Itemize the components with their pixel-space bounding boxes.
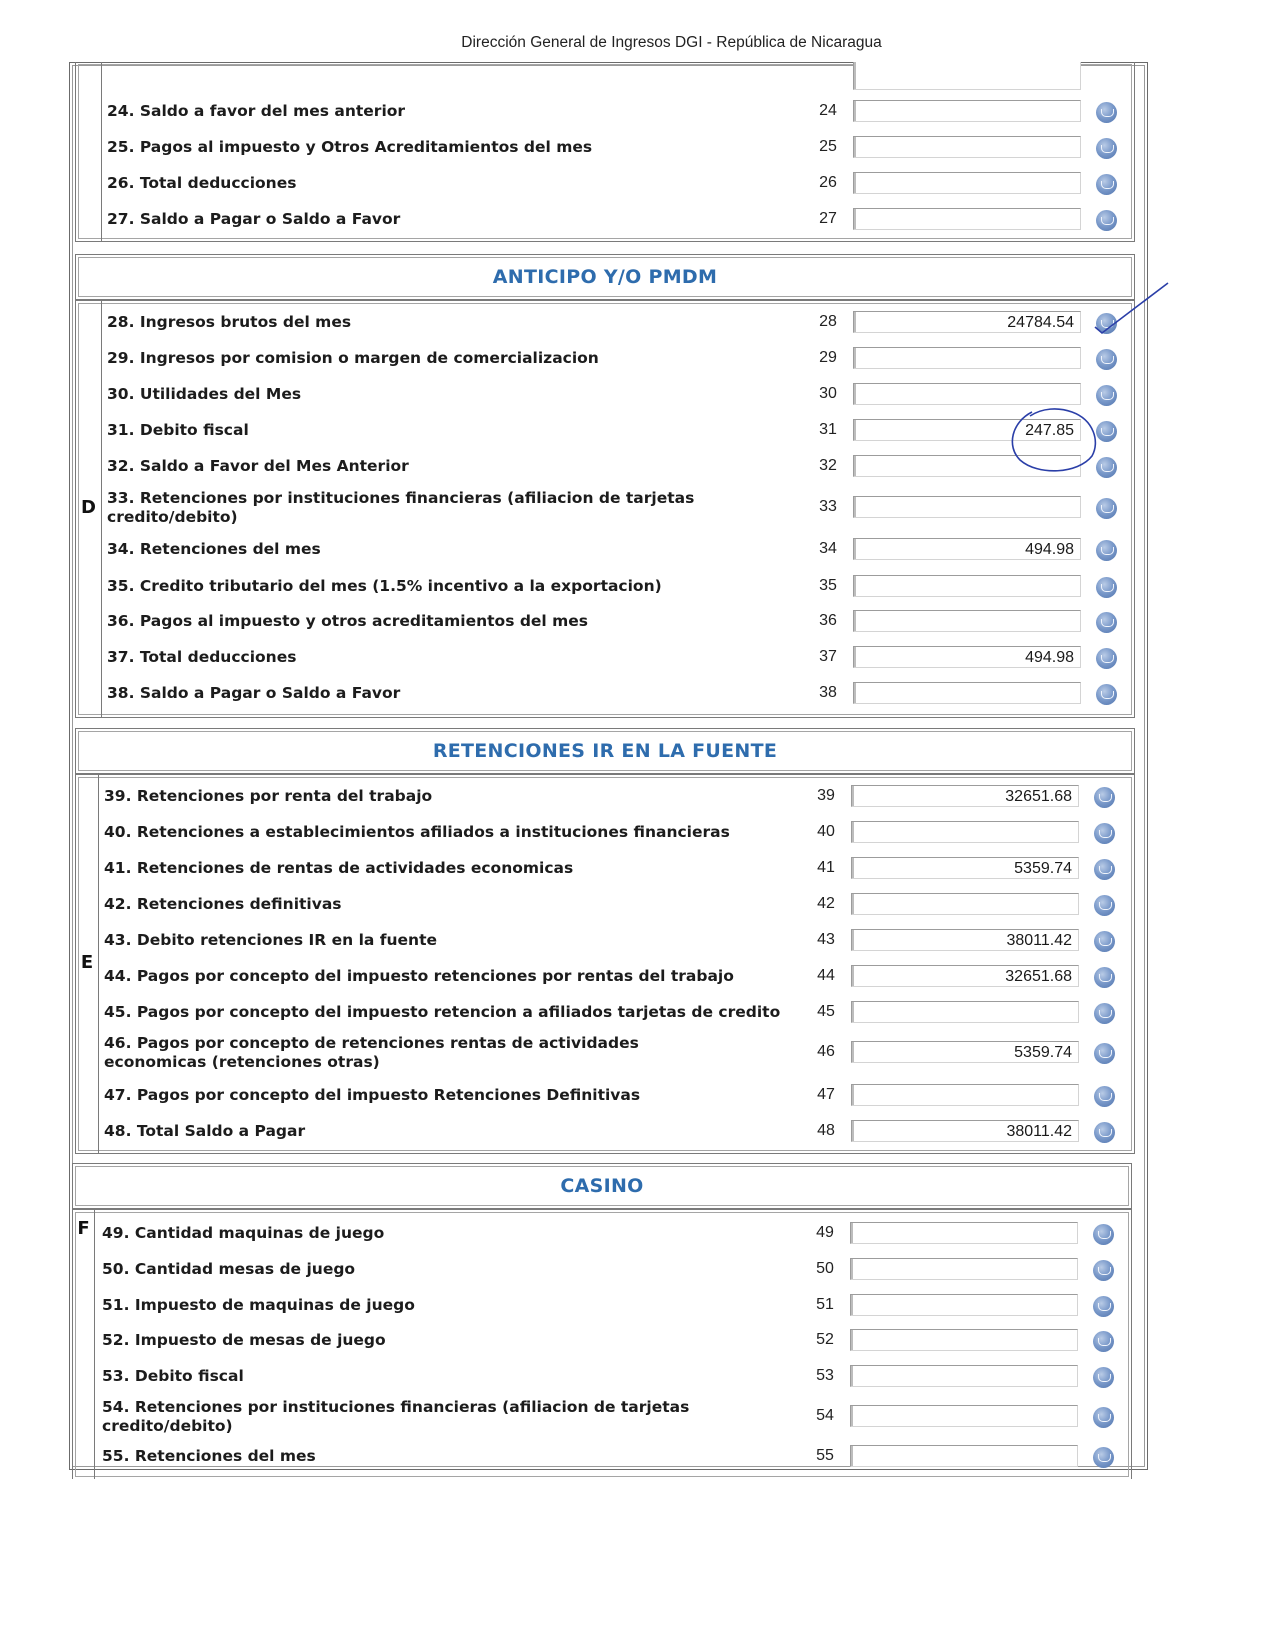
row-label-38: 38. Saldo a Pagar o Saldo a Favor — [107, 684, 401, 702]
row-number-45: 45 — [817, 1003, 835, 1020]
row-input-48[interactable]: 38011.42 — [851, 1120, 1079, 1142]
row-number-38: 38 — [819, 684, 837, 701]
row-label-31: 31. Debito fiscal — [107, 421, 249, 439]
row-input-46[interactable]: 5359.74 — [851, 1041, 1079, 1063]
row-input-29[interactable] — [853, 347, 1081, 369]
row-input-31[interactable]: 247.85 — [853, 419, 1081, 441]
row-input-38[interactable] — [853, 682, 1081, 704]
row-label-51: 51. Impuesto de maquinas de juego — [102, 1296, 415, 1314]
row-label-40: 40. Retenciones a establecimientos afiliados a instituciones financieras — [104, 823, 730, 841]
calculator-icon[interactable] — [1096, 102, 1117, 123]
row-number-33: 33 — [819, 498, 837, 515]
row-label-45: 45. Pagos por concepto del impuesto retencion a afiliados tarjetas de credito — [104, 1003, 781, 1021]
row-number-55: 55 — [816, 1447, 834, 1464]
calculator-icon[interactable] — [1096, 210, 1117, 231]
row-number-48: 48 — [817, 1122, 835, 1139]
calculator-icon[interactable] — [1096, 648, 1117, 669]
calculator-icon[interactable] — [1094, 967, 1115, 988]
row-input-36[interactable] — [853, 610, 1081, 632]
row-input-55[interactable] — [850, 1445, 1078, 1467]
row-number-39: 39 — [817, 787, 835, 804]
calculator-icon[interactable] — [1096, 577, 1117, 598]
calculator-icon[interactable] — [1093, 1367, 1114, 1388]
row-number-25: 25 — [819, 138, 837, 155]
row-input-49[interactable] — [850, 1222, 1078, 1244]
calculator-icon[interactable] — [1094, 1086, 1115, 1107]
row-input-40[interactable] — [851, 821, 1079, 843]
row-label-48: 48. Total Saldo a Pagar — [104, 1122, 306, 1140]
row-number-29: 29 — [819, 349, 837, 366]
row-number-52: 52 — [816, 1331, 834, 1348]
row-label-55: 55. Retenciones del mes — [102, 1447, 316, 1465]
calculator-icon[interactable] — [1096, 349, 1117, 370]
calculator-icon[interactable] — [1096, 498, 1117, 519]
row-input-25[interactable] — [853, 136, 1081, 158]
calculator-icon[interactable] — [1094, 931, 1115, 952]
row-number-44: 44 — [817, 967, 835, 984]
calculator-icon[interactable] — [1093, 1224, 1114, 1245]
row-input-26[interactable] — [853, 172, 1081, 194]
row-label-26: 26. Total deducciones — [107, 174, 297, 192]
row-input-52[interactable] — [850, 1329, 1078, 1351]
row-input-27[interactable] — [853, 208, 1081, 230]
row-label-27: 27. Saldo a Pagar o Saldo a Favor — [107, 210, 401, 228]
calculator-icon[interactable] — [1093, 1260, 1114, 1281]
row-label-47: 47. Pagos por concepto del impuesto Retenciones Definitivas — [104, 1086, 641, 1104]
row-input-24[interactable] — [853, 100, 1081, 122]
row-number-28: 28 — [819, 313, 837, 330]
row-label-46: 46. Pagos por concepto de retenciones rentas de actividades economicas (retenciones otras) — [104, 1034, 639, 1071]
row-input-45[interactable] — [851, 1001, 1079, 1023]
row-input-53[interactable] — [850, 1365, 1078, 1387]
calculator-icon[interactable] — [1096, 684, 1117, 705]
calculator-icon[interactable] — [1093, 1407, 1114, 1428]
pen-checkmark — [1090, 275, 1180, 345]
pen-circle — [1002, 396, 1102, 480]
row-input-51[interactable] — [850, 1294, 1078, 1316]
row-input-42[interactable] — [851, 893, 1079, 915]
row-label-35: 35. Credito tributario del mes (1.5% incentivo a la exportacion) — [107, 577, 662, 595]
row-label-34: 34. Retenciones del mes — [107, 540, 321, 558]
row-number-54: 54 — [816, 1407, 834, 1424]
row-number-26: 26 — [819, 174, 837, 191]
section-e-title: RETENCIONES IR EN LA FUENTE — [432, 740, 778, 762]
calculator-icon[interactable] — [1094, 787, 1115, 808]
continuation-input[interactable] — [853, 62, 1081, 90]
calculator-icon[interactable] — [1094, 823, 1115, 844]
row-number-50: 50 — [816, 1260, 834, 1277]
row-number-51: 51 — [816, 1296, 834, 1313]
row-input-43[interactable]: 38011.42 — [851, 929, 1079, 951]
section-f-letter: F — [77, 1218, 90, 1239]
section-e-letter: E — [80, 952, 94, 973]
row-label-49: 49. Cantidad maquinas de juego — [102, 1224, 385, 1242]
row-number-42: 42 — [817, 895, 835, 912]
row-input-34[interactable]: 494.98 — [853, 538, 1081, 560]
row-number-36: 36 — [819, 612, 837, 629]
calculator-icon[interactable] — [1096, 174, 1117, 195]
row-label-53: 53. Debito fiscal — [102, 1367, 244, 1385]
calculator-icon[interactable] — [1096, 540, 1117, 561]
row-label-33: 33. Retenciones por instituciones financieras (afiliacion de tarjetas credito/debito) — [107, 489, 695, 526]
row-label-32: 32. Saldo a Favor del Mes Anterior — [107, 457, 409, 475]
row-number-53: 53 — [816, 1367, 834, 1384]
header-text: Dirección General de Ingresos DGI - República de Nicaragua — [461, 34, 882, 51]
row-input-37[interactable]: 494.98 — [853, 646, 1081, 668]
page-header — [0, 34, 1275, 52]
row-label-30: 30. Utilidades del Mes — [107, 385, 302, 403]
row-number-47: 47 — [817, 1086, 835, 1103]
row-number-37: 37 — [819, 648, 837, 665]
row-number-30: 30 — [819, 385, 837, 402]
row-label-24: 24. Saldo a favor del mes anterior — [107, 102, 406, 120]
row-label-29: 29. Ingresos por comision o margen de comercializacion — [107, 349, 599, 367]
calculator-icon[interactable] — [1094, 1043, 1115, 1064]
row-number-43: 43 — [817, 931, 835, 948]
row-input-39[interactable]: 32651.68 — [851, 785, 1079, 807]
row-input-54[interactable] — [850, 1405, 1078, 1427]
row-number-32: 32 — [819, 457, 837, 474]
calculator-icon[interactable] — [1093, 1331, 1114, 1352]
row-label-36: 36. Pagos al impuesto y otros acreditamientos del mes — [107, 612, 589, 630]
row-number-49: 49 — [816, 1224, 834, 1241]
row-label-28: 28. Ingresos brutos del mes — [107, 313, 352, 331]
calculator-icon[interactable] — [1096, 612, 1117, 633]
row-label-44: 44. Pagos por concepto del impuesto retenciones por rentas del trabajo — [104, 967, 734, 985]
section-e-title-box — [75, 728, 1135, 774]
row-label-50: 50. Cantidad mesas de juego — [102, 1260, 356, 1278]
calculator-icon[interactable] — [1094, 895, 1115, 916]
row-label-25: 25. Pagos al impuesto y Otros Acreditamientos del mes — [107, 138, 593, 156]
row-label-41: 41. Retenciones de rentas de actividades economicas — [104, 859, 574, 877]
row-label-54: 54. Retenciones por instituciones financieras (afiliacion de tarjetas credito/debito) — [102, 1398, 690, 1435]
row-label-52: 52. Impuesto de mesas de juego — [102, 1331, 386, 1349]
section-c-letter-column — [76, 62, 102, 241]
section-f-title: CASINO — [560, 1175, 644, 1197]
row-label-43: 43. Debito retenciones IR en la fuente — [104, 931, 437, 949]
row-number-46: 46 — [817, 1043, 835, 1060]
section-f-letter-column — [73, 1210, 95, 1479]
row-number-40: 40 — [817, 823, 835, 840]
row-number-27: 27 — [819, 210, 837, 227]
calculator-icon[interactable] — [1093, 1296, 1114, 1317]
row-input-41[interactable]: 5359.74 — [851, 857, 1079, 879]
row-label-39: 39. Retenciones por renta del trabajo — [104, 787, 433, 805]
section-d-letter: D — [81, 497, 96, 518]
section-e-letter-column — [76, 775, 99, 1153]
row-number-24: 24 — [819, 102, 837, 119]
row-input-44[interactable]: 32651.68 — [851, 965, 1079, 987]
row-input-50[interactable] — [850, 1258, 1078, 1280]
calculator-icon[interactable] — [1094, 859, 1115, 880]
row-input-47[interactable] — [851, 1084, 1079, 1106]
calculator-icon[interactable] — [1096, 138, 1117, 159]
section-f-title-box — [72, 1163, 1132, 1209]
row-number-34: 34 — [819, 540, 837, 557]
row-input-33[interactable] — [853, 496, 1081, 518]
row-number-35: 35 — [819, 577, 837, 594]
section-d-letter-column — [76, 301, 102, 717]
row-input-35[interactable] — [853, 575, 1081, 597]
row-number-41: 41 — [817, 859, 835, 876]
section-d-title-box — [75, 254, 1135, 300]
calculator-icon[interactable] — [1094, 1003, 1115, 1024]
row-number-31: 31 — [819, 421, 837, 438]
section-d-title: ANTICIPO Y/O PMDM — [492, 266, 718, 288]
calculator-icon[interactable] — [1094, 1122, 1115, 1143]
calculator-icon[interactable] — [1093, 1447, 1114, 1468]
row-input-28[interactable]: 24784.54 — [853, 311, 1081, 333]
row-label-42: 42. Retenciones definitivas — [104, 895, 342, 913]
row-label-37: 37. Total deducciones — [107, 648, 297, 666]
